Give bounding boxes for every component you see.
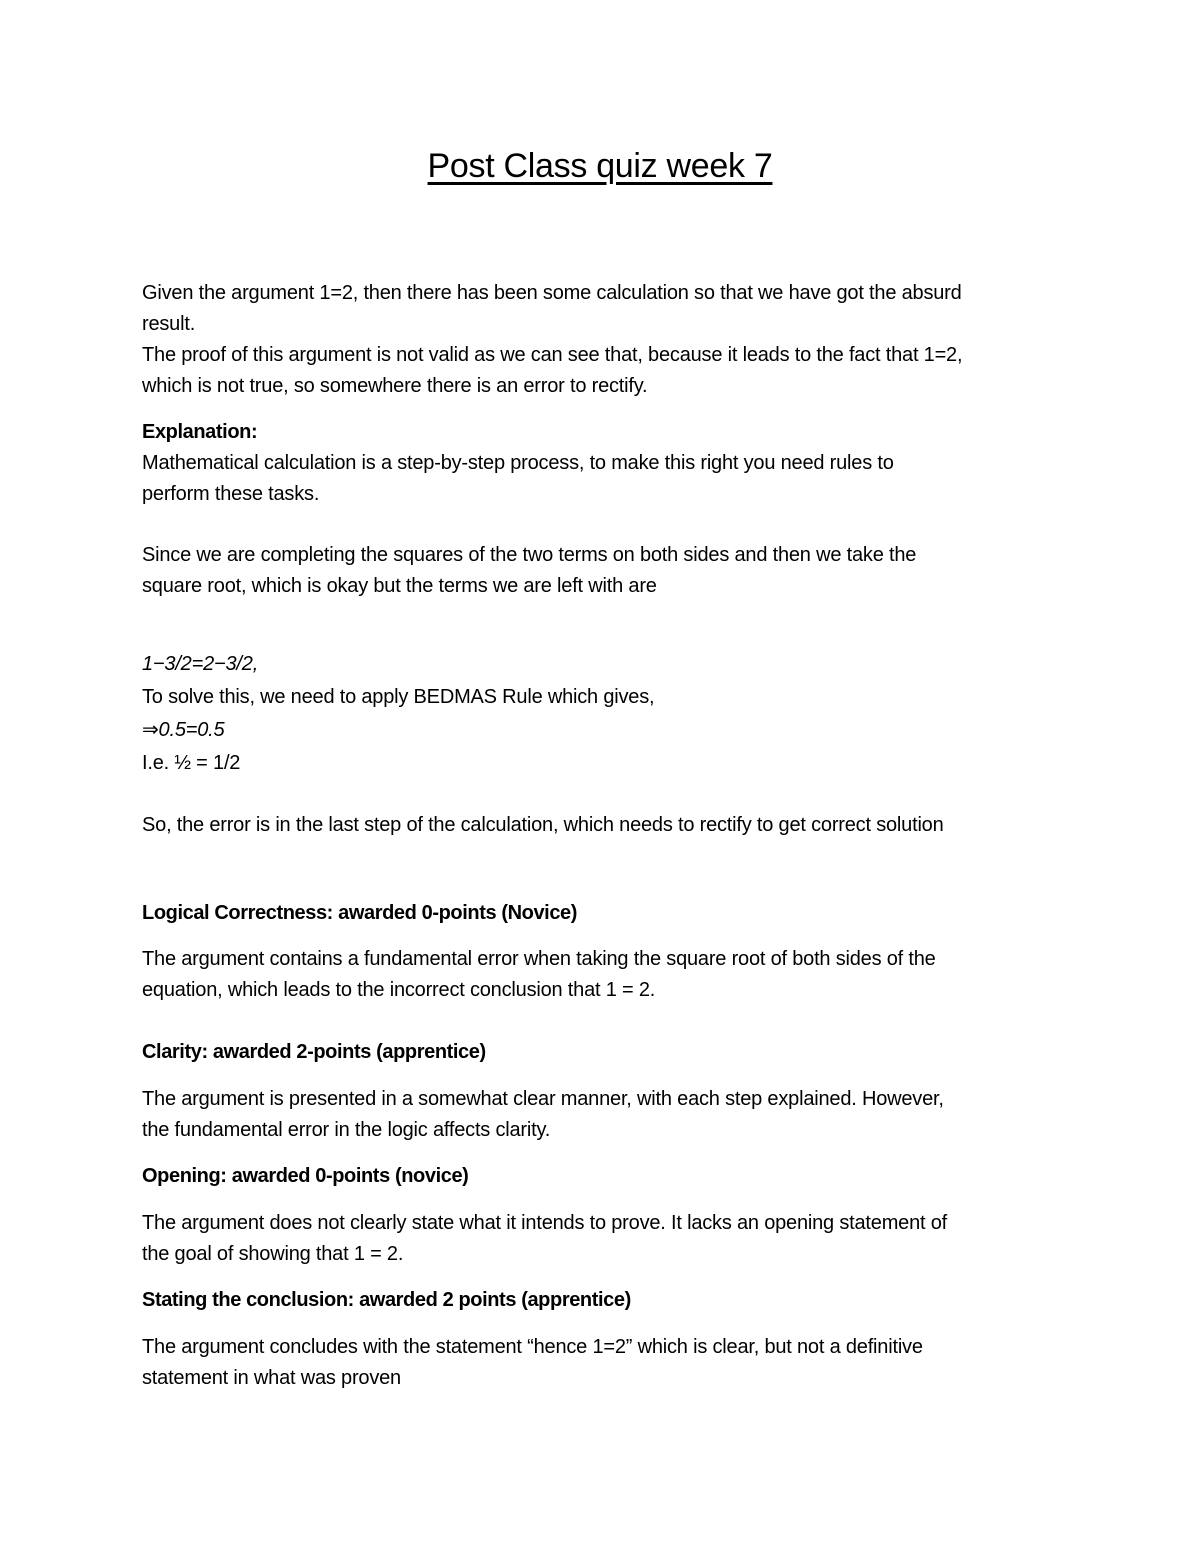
rubric-text-line: equation, which leads to the incorrect conclusion that 1 = 2. xyxy=(142,979,656,1001)
rubric-text-line: The argument contains a fundamental error when taking the square root of both sides of the xyxy=(142,948,936,970)
rubric-text-line: The argument concludes with the statement “hence 1=2” which is clear, but not a definitive xyxy=(142,1336,923,1358)
math-equation: 1−3/2=2−3/2, xyxy=(142,653,259,675)
rubric-text-line: The argument is presented in a somewhat clear manner, with each step explained. However, xyxy=(142,1088,944,1110)
explanation-line-4: square root, which is okay but the terms we are left with are xyxy=(142,575,657,597)
intro-line-2: result. xyxy=(142,313,196,335)
rubric-text-line: the goal of showing that 1 = 2. xyxy=(142,1243,404,1265)
error-statement: So, the error is in the last step of the calculation, which needs to rectify to get correct solution xyxy=(142,814,944,836)
rubric-text-line: the fundamental error in the logic affects clarity. xyxy=(142,1119,551,1141)
intro-line-3: The proof of this argument is not valid as we can see that, because it leads to the fact that 1=2, xyxy=(142,344,963,366)
math-result: ⇒0.5=0.5 xyxy=(142,719,225,741)
explanation-line-1: Mathematical calculation is a step-by-step process, to make this right you need rules to xyxy=(142,452,894,474)
math-ie: I.e. ½ = 1/2 xyxy=(142,752,241,774)
rubric-heading-logical-correctness: Logical Correctness: awarded 0-points (Novice) xyxy=(142,902,578,924)
math-apply-text: To solve this, we need to apply BEDMAS Rule which gives, xyxy=(142,686,655,708)
rubric-heading-opening: Opening: awarded 0-points (novice) xyxy=(142,1165,469,1187)
rubric-heading-clarity: Clarity: awarded 2-points (apprentice) xyxy=(142,1041,486,1063)
document-title: Post Class quiz week 7 xyxy=(427,147,773,185)
intro-line-1: Given the argument 1=2, then there has been some calculation so that we have got the absurd xyxy=(142,282,962,304)
rubric-text-line: statement in what was proven xyxy=(142,1367,401,1389)
rubric-text-line: The argument does not clearly state what it intends to prove. It lacks an opening statement of xyxy=(142,1212,947,1234)
rubric-heading-stating-conclusion: Stating the conclusion: awarded 2 points (apprentice) xyxy=(142,1289,631,1311)
intro-line-4: which is not true, so somewhere there is an error to rectify. xyxy=(142,375,648,397)
explanation-heading: Explanation: xyxy=(142,421,258,443)
explanation-line-2: perform these tasks. xyxy=(142,483,320,505)
explanation-line-3: Since we are completing the squares of the two terms on both sides and then we take the xyxy=(142,544,917,566)
